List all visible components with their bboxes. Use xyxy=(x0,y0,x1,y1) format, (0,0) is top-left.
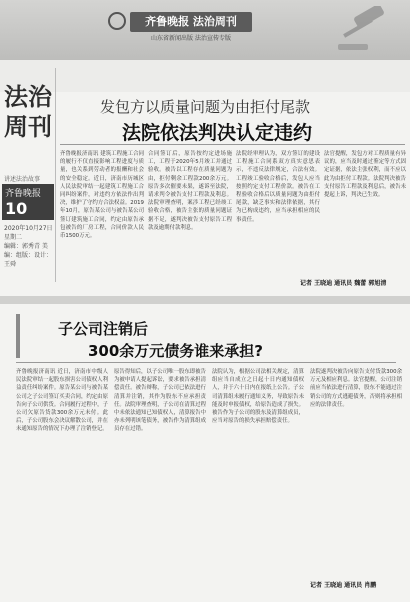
masthead-banner xyxy=(0,0,410,60)
seal-icon xyxy=(108,12,126,30)
section-divider xyxy=(0,296,410,304)
article2-column-3: 法院认为，根据公司法相关规定，清算组应当自成立之日起十日内通知债权人，并于六十日内在报纸上公告。子公司清算组未履行通知义务，导致原告未能及时申报债权，给原告造成了损失。被告作为子公司的股东及清算组成员，应当对原告的损失承担赔偿责任。 xyxy=(212,369,304,425)
gavel-icon xyxy=(334,6,390,52)
issue-date: 2020年10月27日 星期二 xyxy=(4,225,53,241)
article1-column-1: 齐鲁晚报济南讯 建筑工程施工合同的履行不仅直接影响工程进度与质量，也关系到劳动者的报酬和社会的安全稳定。近日，济南市历城区人民法院审结一起建筑工程施工合同纠纷案件，对违约方依法作出判决，维护了守约方合法权益。2019年10月，原告某公司与被告某公司签订建筑施工合同，约定由原告承包被告的厂房工程，合同价款人民币1500万元。 xyxy=(60,151,144,240)
article2-headline-line-2: 300余万元债务谁来承担? xyxy=(88,342,264,360)
headline-bracket xyxy=(16,314,20,358)
masthead xyxy=(0,0,410,92)
article2-column-1: 齐鲁晚报济南讯 近日，济南市中级人民法院审结一起股东损害公司债权人利益责任纠纷案件。原告某公司与被告某公司之子公司签订买卖合同，约定由原告向子公司供货。合同履行过程中，子公司欠原告货款300余万元未付。此后，子公司股东会决议解散公司，并在未通知原告的情况下办理了注销登记。 xyxy=(16,369,108,433)
masthead-logo-subtitle: 山东省新闻出版 法治宣传专版 xyxy=(151,35,231,42)
article1-column-4: 法官提醒，发包方对工程质量有异议的，应当及时通过鉴定等方式固定证据，依法主张权利，而不应以此为由拒付工程款。法院判决被告支付原告工程款及利息后，被告未提起上诉，判决已生效。 xyxy=(324,151,406,199)
article1-byline: 记者 王晓迪 通讯员 魏蕾 郭旭清 xyxy=(300,280,387,287)
masthead-logo: 齐鲁晚报 法治周刊 xyxy=(130,12,252,32)
article2-column-4: 法院遂判决被告向原告支付货款300余万元及相应利息。法官提醒，公司注销前应当依法进行清算，股东不能通过注销公司的方式逃避债务，否则将承担相应的法律责任。 xyxy=(310,369,402,408)
issue-info xyxy=(4,224,54,269)
article2-byline: 记者 王晓迪 通讯员 肖鹏 xyxy=(310,582,377,589)
rule xyxy=(16,362,396,363)
section-subtitle: 讲述法治故事 xyxy=(4,176,41,183)
article1-column-2: 合同签订后，原告按约定进场施工，工程于2020年5月竣工并通过验收。被告以工程存在质量问题为由，拒付剩余工程款200余万元。原告多次催要未果，遂诉至法院，请求判令被告支付工程款及利息。法院审理查明，案涉工程已经竣工验收合格，被告主张的质量问题证据不足，遂判决被告支付原告工程款及逾期付款利息。 xyxy=(148,151,232,231)
article1-kicker: 发包方以质量问题为由拒付尾款 xyxy=(100,98,311,116)
article1-column-3: 法院经审理认为，双方签订的建设工程施工合同系双方真实意思表示，不违反法律规定，合法有效。工程竣工验收合格后，发包人应当按照约定支付工程价款。被告在工程验收合格后以质量问题为由拒付尾款，缺乏事实和法律依据，其行为已构成违约，应当承担相应的民事责任。 xyxy=(236,151,320,223)
article1-headline: 法院依法判决认定违约 xyxy=(122,122,313,144)
page-number: 10 xyxy=(5,199,28,218)
rule xyxy=(60,144,405,145)
sidebar xyxy=(0,68,56,282)
issue-credits: 编辑：郭秀青 美编：组版：设计：王舜 xyxy=(4,243,53,268)
page-number-box xyxy=(2,184,54,220)
section-title: 法治周刊 xyxy=(4,83,52,141)
article2-column-2: 原告得知后，以子公司唯一股东即被告为被申请人提起诉讼，要求被告承担清偿责任。被告辩称，子公司已依法进行清算并注销，其作为股东不应承担责任。法院审理查明，子公司在清算过程中未依法通知已知债权人，清算报告中亦未列明该笔债务，被告作为清算组成员存在过错。 xyxy=(114,369,206,433)
article2-headline-line-1: 子公司注销后 xyxy=(58,320,149,338)
paper-name: 齐鲁晚报 xyxy=(5,189,42,199)
